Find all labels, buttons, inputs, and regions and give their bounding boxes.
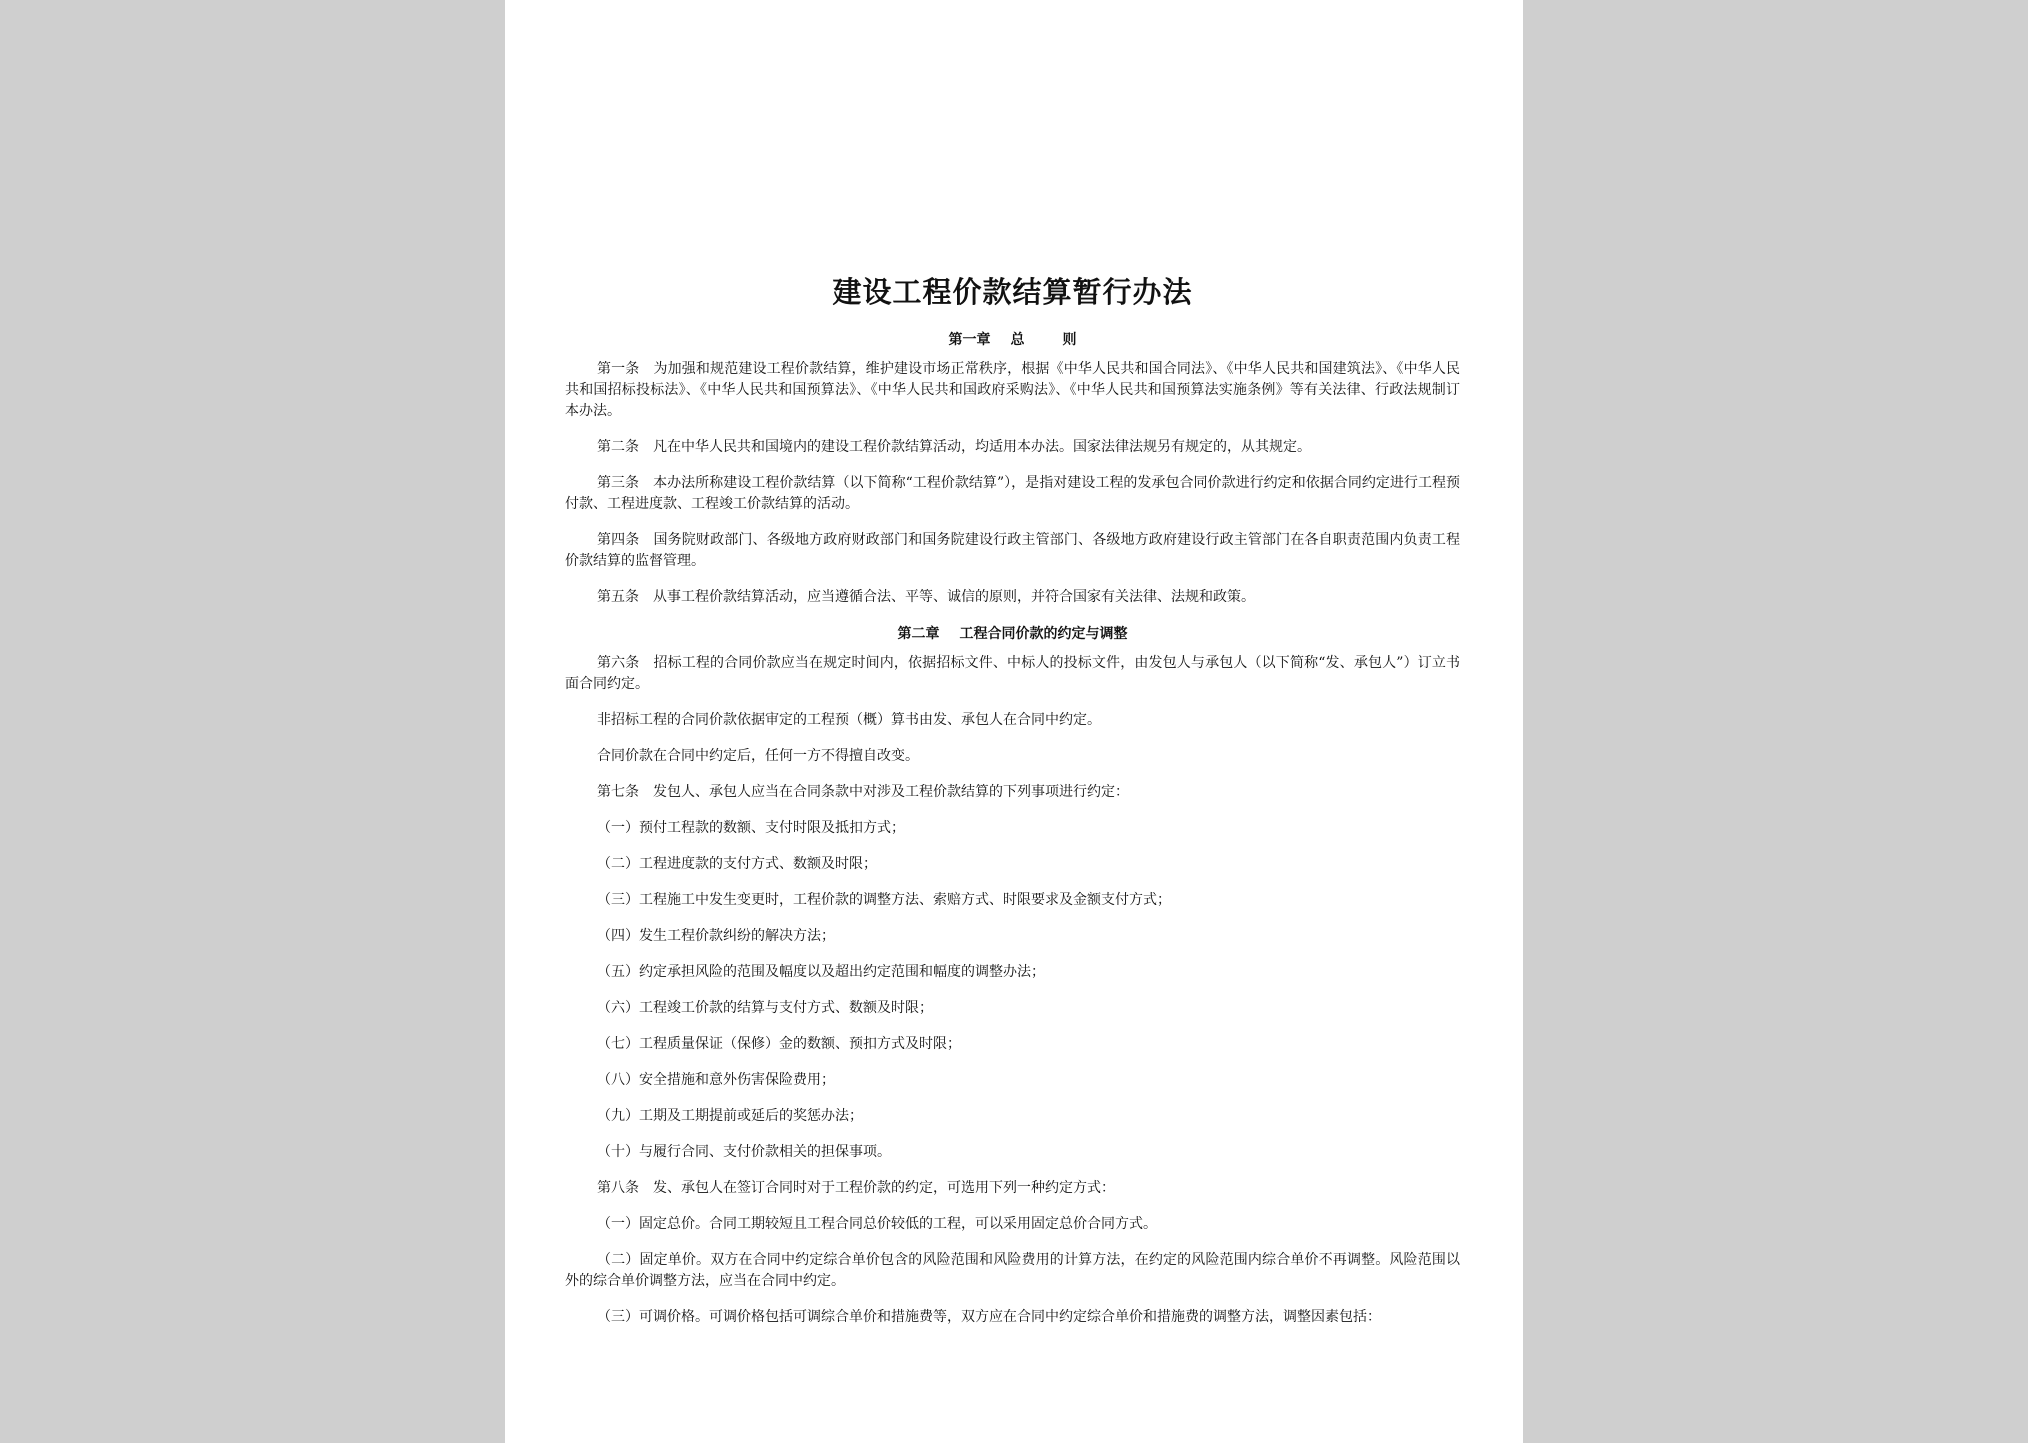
article-label: 第六条 [597, 655, 640, 671]
list-item: （一）固定总价。合同工期较短且工程合同总价较低的工程，可以采用固定总价合同方式。 [597, 1216, 1157, 1232]
article-label: 第八条 [597, 1180, 639, 1196]
article-label: 第二条 [597, 439, 639, 455]
list-item: （四）发生工程价款纠纷的解决方法； [597, 928, 835, 944]
article-label: 第七条 [597, 784, 639, 800]
list-item: （三）可调价格。可调价格包括可调综合单价和措施费等，双方应在合同中约定综合单价和措施费的调整方法，调整因素包括： [597, 1309, 1381, 1325]
list-item: （七）工程质量保证（保修）金的数额、预扣方式及时限； [597, 1036, 961, 1052]
article-text: 发包人、承包人应当在合同条款中对涉及工程价款结算的下列事项进行约定： [653, 784, 1129, 800]
article-7 [565, 782, 1460, 803]
chapter-label: 第二章 [897, 626, 940, 642]
list-item: （五）约定承担风险的范围及幅度以及超出约定范围和幅度的调整办法； [597, 964, 1045, 980]
article-text: 发、承包人在签订合同时对于工程价款的约定，可选用下列一种约定方式： [653, 1180, 1115, 1196]
article-text: 凡在中华人民共和国境内的建设工程价款结算活动，均适用本办法。国家法律法规另有规定的，从其规定。 [653, 439, 1311, 455]
document-page [505, 0, 1523, 1443]
list-item: （八）安全措施和意外伤害保险费用； [597, 1072, 835, 1088]
article-label: 第一条 [597, 361, 640, 377]
chapter-heading-1 [565, 329, 1460, 349]
article-text: 招标工程的合同价款应当在规定时间内，依据招标文件、中标人的投标文件，由发包人与承包人（以下简称“发、承包人”）订立书面合同约定。 [565, 655, 1461, 692]
chapter-name: 工程合同价款的约定与调整 [959, 626, 1128, 642]
list-item: （二）固定单价。双方在合同中约定综合单价包含的风险范围和风险费用的计算方法，在约定的风险范围内综合单价不再调整。风险范围以外的综合单价调整方法，应当在合同中约定。 [565, 1252, 1460, 1289]
article-6 [565, 653, 1460, 695]
chapter-heading-2 [565, 623, 1460, 643]
chapter-name: 总 [1010, 332, 1025, 348]
list-item: （十）与履行合同、支付价款相关的担保事项。 [597, 1144, 891, 1160]
document-title: 建设工程价款结算暂行办法 [832, 275, 1193, 309]
article-label: 第三条 [597, 475, 640, 491]
article-text: 国务院财政部门、各级地方政府财政部门和国务院建设行政主管部门、各级地方政府建设行政主管部门在各自职责范围内负责工程价款结算的监督管理。 [565, 532, 1461, 569]
list-item: （三）工程施工中发生变更时，工程价款的调整方法、索赔方式、时限要求及金额支付方式； [597, 892, 1171, 908]
chapter-label: 第一章 [948, 332, 991, 348]
article-4 [565, 530, 1460, 572]
article-5 [565, 587, 1460, 608]
list-item: （一）预付工程款的数额、支付时限及抵扣方式； [597, 820, 905, 836]
article-label: 第五条 [597, 589, 639, 605]
article-text: 从事工程价款结算活动，应当遵循合法、平等、诚信的原则，并符合国家有关法律、法规和政策。 [653, 589, 1255, 605]
article-text: 本办法所称建设工程价款结算（以下简称“工程价款结算”），是指对建设工程的发承包合同价款进行约定和依据合同约定进行工程预付款、工程进度款、工程竣工价款结算的活动。 [565, 475, 1461, 512]
article-1 [565, 359, 1460, 422]
list-item: （二）工程进度款的支付方式、数额及时限； [597, 856, 877, 872]
paragraph-non-bid: 非招标工程的合同价款依据审定的工程预（概）算书由发、承包人在合同中约定。 [597, 712, 1101, 728]
article-label: 第四条 [597, 532, 640, 548]
article-2 [565, 437, 1460, 458]
list-item: （九）工期及工期提前或延后的奖惩办法； [597, 1108, 863, 1124]
chapter-name-2: 则 [1062, 332, 1077, 348]
article-3 [565, 473, 1460, 515]
article-8 [565, 1178, 1460, 1199]
document-content [565, 270, 1460, 1343]
article-text: 为加强和规范建设工程价款结算，维护建设市场正常秩序，根据《中华人民共和国合同法》、《中华人民共和国建筑法》、《中华人民共和国招标投标法》、《中华人民共和国预算法》、《中华人民共和国政府采购法》、《中华人民共和国预算法实施条例》等有关法律、行政法规制订本办法。 [565, 361, 1461, 419]
list-item: （六）工程竣工价款的结算与支付方式、数额及时限； [597, 1000, 933, 1016]
paragraph-no-change: 合同价款在合同中约定后，任何一方不得擅自改变。 [597, 748, 919, 764]
